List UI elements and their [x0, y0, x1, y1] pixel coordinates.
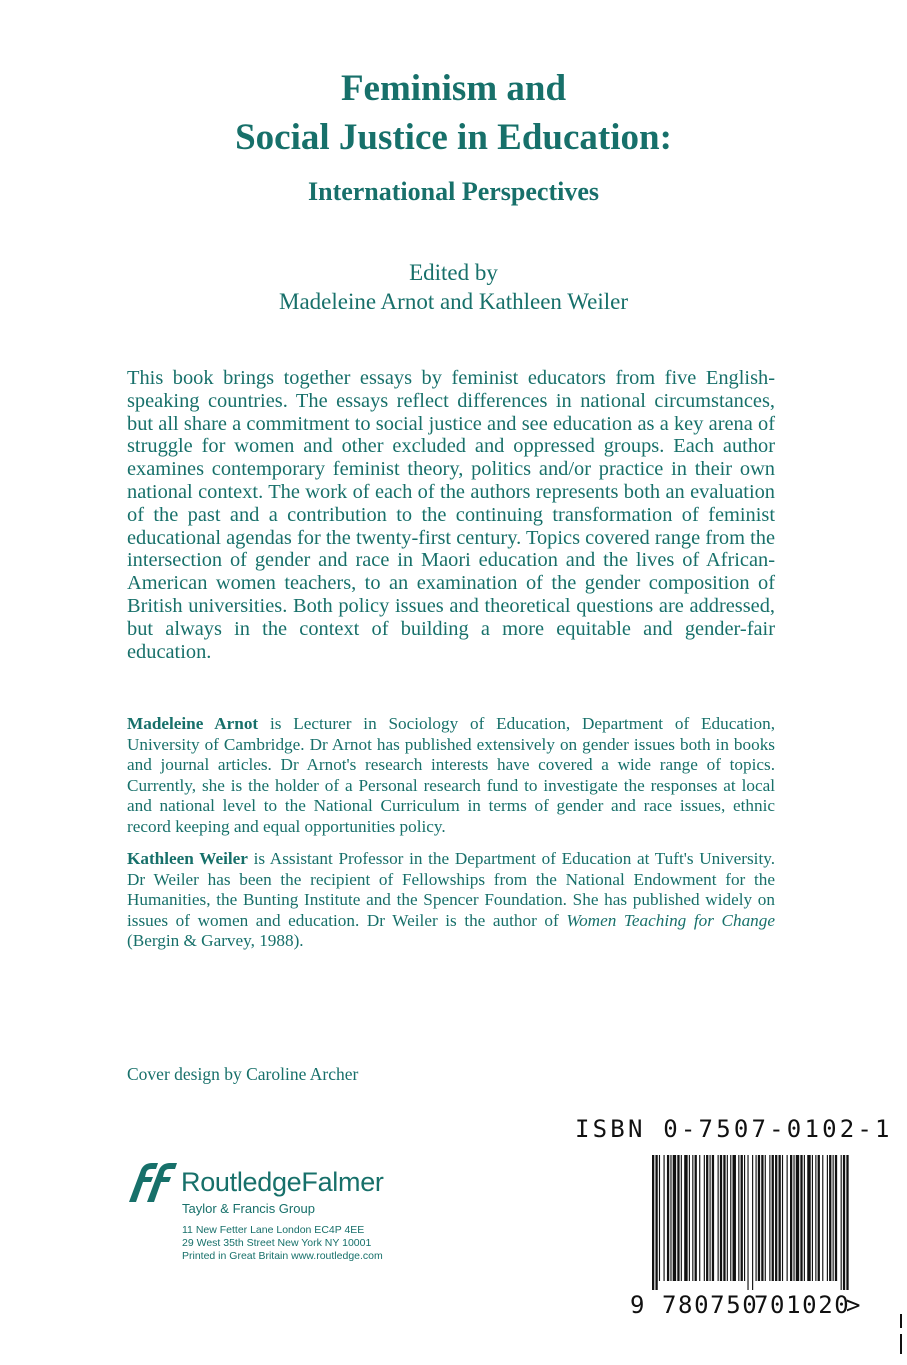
barcode-bar: [684, 1155, 687, 1281]
barcode-bar: [804, 1155, 805, 1281]
barcode-bar: [733, 1155, 736, 1281]
barcode-first-digit: 9: [630, 1291, 645, 1319]
barcode-bar: [818, 1155, 820, 1281]
isbn-text: ISBN 0-7507-0102-1: [575, 1115, 893, 1143]
title-line-2: Social Justice in Education:: [235, 117, 672, 158]
barcode-bar: [787, 1155, 788, 1281]
barcode-bar: [758, 1155, 760, 1281]
barcode-bar: [790, 1155, 792, 1281]
bio-arnot-name: Madeleine Arnot: [127, 714, 259, 733]
barcode-bar: [765, 1155, 766, 1281]
publisher-name: RoutledgeFalmer: [181, 1167, 384, 1197]
cover-credit: Cover design by Caroline Archer: [127, 1064, 359, 1084]
barcode-bar: [822, 1155, 823, 1281]
barcode-bar: [730, 1155, 731, 1281]
barcode-bar: [667, 1155, 669, 1281]
barcode-bar: [827, 1155, 828, 1281]
blurb-paragraph: This book brings together essays by feminist educators from five English-speaking countries. The essays reflect differences in national circumstances, but all share a commitment to social justice and see education as a key arena of struggle for women and other excluded and oppressed groups. Each author examines contemporary feminist theory, politics and/or practice in their own national context. The work of each of the authors represents both an evaluation of the past and a contribution to the continuing transformation of feminist educational agendas for the twenty-first century. Topics covered range from the intersection of gender and race in Maori education and the lives of African-American women teachers, to an examination of the gender composition of British universities. Both policy issues and theoretical questions are addressed, but always in the context of building a more equitable and gender-fair education.: [127, 367, 775, 663]
bio-weiler-name: Kathleen Weiler: [127, 849, 248, 868]
barcode-bar: [738, 1155, 739, 1281]
barcode-bar: [689, 1155, 690, 1281]
barcode-bar: [843, 1155, 845, 1290]
barcode-bar: [747, 1155, 748, 1290]
barcode: [652, 1155, 852, 1295]
barcode-bar: [720, 1155, 722, 1281]
barcode-bar: [723, 1155, 725, 1281]
bio-arnot: [127, 714, 775, 838]
barcode-bar: [706, 1155, 708, 1281]
barcode-bar: [727, 1155, 728, 1281]
barcode-bar: [793, 1155, 794, 1281]
editors: Madeleine Arnot and Kathleen Weiler: [279, 289, 628, 314]
barcode-bar: [800, 1155, 802, 1281]
barcode-bar: [664, 1155, 665, 1281]
barcode-bar: [752, 1155, 753, 1290]
barcode-bar: [718, 1155, 719, 1281]
barcode-bar: [775, 1155, 777, 1281]
barcode-bar: [782, 1155, 783, 1281]
bio-weiler-book-title: Women Teaching for Change: [566, 910, 775, 930]
barcode-bar: [655, 1155, 657, 1290]
barcode-bar: [681, 1155, 682, 1281]
barcode-bar: [699, 1155, 700, 1281]
routledge-rf-logo-icon: [127, 1160, 179, 1211]
barcode-bar: [779, 1155, 781, 1281]
edge-marks: [898, 1300, 904, 1365]
bio-weiler-tail: (Bergin & Garvey, 1988).: [127, 931, 304, 951]
barcode-bar: [772, 1155, 774, 1281]
barcode-graphic: [652, 1155, 852, 1290]
publisher-address-2: 29 West 35th Street New York NY 10001: [182, 1237, 372, 1249]
barcode-bar: [815, 1155, 816, 1281]
barcode-end-mark: >: [846, 1291, 861, 1319]
barcode-bar: [670, 1155, 671, 1281]
barcode-bar: [833, 1155, 834, 1281]
publisher-group: Taylor & Francis Group: [182, 1201, 315, 1216]
barcode-bar: [741, 1155, 743, 1281]
barcode-bar: [652, 1155, 654, 1290]
barcode-bar: [695, 1155, 697, 1281]
barcode-bar: [796, 1155, 799, 1281]
barcode-group-2: 701020: [754, 1291, 851, 1319]
bio-arnot-text: is Lecturer in Sociology of Education, Department of Education, University of Cambridge. Dr Arnot has published extensively on gender issues both in books and journal articles. Dr Arnot's research interests have covered a wide range of topics. Currently, she is the holder of a Personal research fund to investigate the responses at local and national level to the National Curriculum in terms of gender and race issues, ethnic record keeping and equal opportunities policy.: [127, 714, 776, 836]
barcode-bar: [710, 1155, 711, 1281]
bio-weiler: [127, 849, 775, 952]
barcode-bar: [807, 1155, 810, 1281]
barcode-bar: [812, 1155, 813, 1281]
bio-weiler-text: is Assistant Professor in the Department of Education at Tuft's University. Dr Weiler has been the recipient of Fellowships from the National Endowment for the Humanities, the Bunting Institute and the Spencer Foundation. She has published widely on issues of women and education. Dr Weiler is the author of: [127, 849, 775, 930]
barcode-bar: [744, 1155, 745, 1281]
publisher-address-1: 11 New Fetter Lane London EC4P 4EE: [182, 1224, 365, 1236]
edited-by-label: Edited by: [409, 260, 498, 285]
barcode-group-1: 780750: [662, 1291, 759, 1319]
publisher-address-3: Printed in Great Britain www.routledge.com: [182, 1250, 383, 1262]
barcode-bar: [673, 1155, 676, 1281]
barcode-bar: [712, 1155, 714, 1281]
barcode-bar: [841, 1155, 842, 1290]
barcode-bar: [659, 1155, 660, 1281]
barcode-bar: [761, 1155, 763, 1281]
barcode-bar: [704, 1155, 705, 1281]
barcode-bar: [846, 1155, 848, 1290]
barcode-bar: [756, 1155, 757, 1281]
subtitle: International Perspectives: [307, 177, 599, 206]
title-line-1: Feminism and: [340, 68, 567, 109]
barcode-bar: [835, 1155, 837, 1281]
barcode-bar: [677, 1155, 679, 1281]
barcode-bar: [692, 1155, 693, 1281]
barcode-bar: [829, 1155, 831, 1281]
barcode-bar: [769, 1155, 770, 1281]
